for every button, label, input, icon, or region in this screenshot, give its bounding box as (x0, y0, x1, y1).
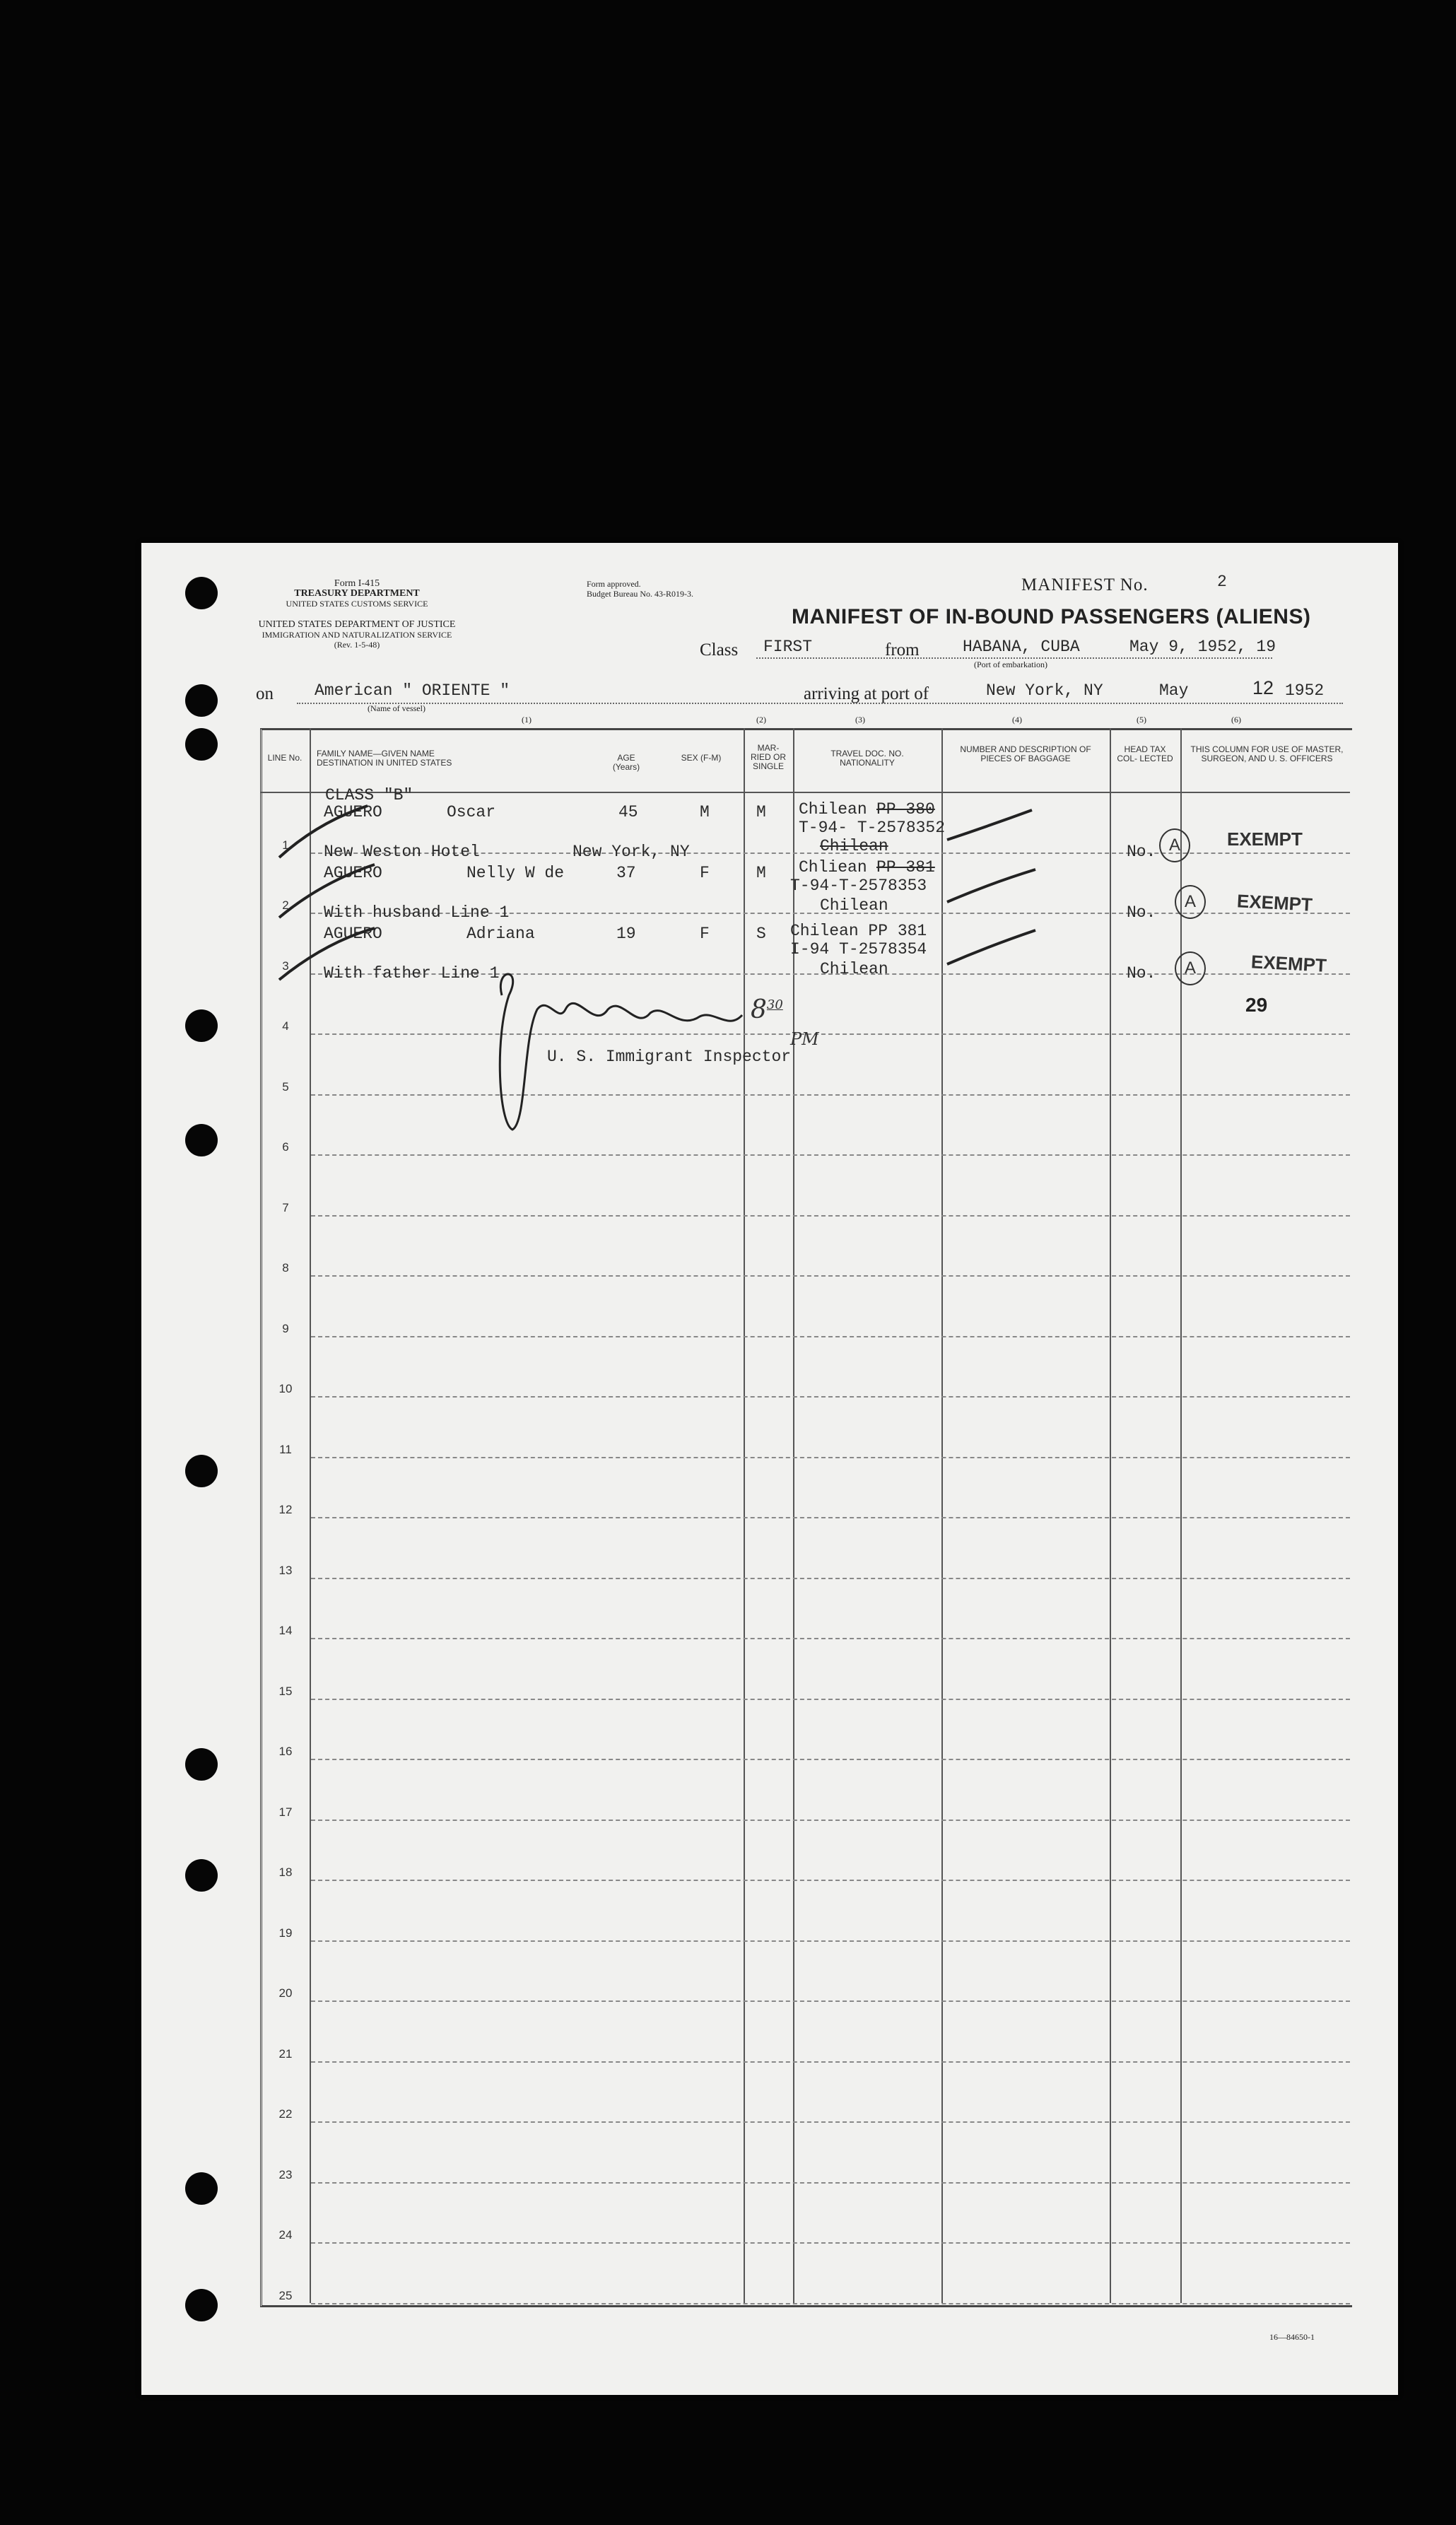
col-num-4: (4) (1012, 715, 1022, 725)
p1-circled-a: A (1159, 828, 1190, 862)
col-num-5: (5) (1137, 715, 1146, 725)
on-label: on (256, 684, 274, 703)
form-approved: Form approved. (587, 579, 641, 589)
p3-family-name: AGUERO (324, 925, 382, 943)
p3-exempt-stamp: EXEMPT (1250, 951, 1327, 976)
header-travel-doc: TRAVEL DOC. NO. NATIONALITY (830, 749, 904, 768)
p3-destination: With father Line 1 (324, 964, 500, 983)
line-number: 20 (278, 1986, 293, 2000)
p3-doc-nationality: Chilean PP 381 (790, 922, 927, 940)
line-number: 12 (278, 1503, 293, 1516)
p2-circled-a: A (1175, 885, 1206, 919)
line-number: 8 (282, 1261, 289, 1275)
arrival-day: 12 (1252, 677, 1274, 698)
p1-sex: M (700, 803, 710, 821)
p1-doc-struck: PP 380 (876, 800, 935, 819)
line-number: 1 (282, 838, 289, 852)
line-number: 16 (278, 1745, 293, 1758)
p1-doc-nationality: Chilean (799, 800, 867, 819)
manifest-title: MANIFEST OF IN-BOUND PASSENGERS (ALIENS) (792, 605, 1311, 628)
p2-doc-struck: PP 381 (876, 858, 935, 877)
p3-sex: F (700, 925, 710, 943)
baggage-slash (947, 869, 1035, 902)
revision: (Rev. 1-5-48) (334, 640, 380, 650)
line-number: 14 (278, 1624, 293, 1637)
line-number: 7 (282, 1200, 289, 1214)
line-number: 6 (282, 1140, 289, 1154)
from-label: from (885, 640, 920, 660)
p3-doc-number: I-94 T-2578354 (790, 940, 927, 959)
line-number: 11 (279, 1442, 292, 1456)
header-married: MAR- RIED OR SINGLE (750, 743, 786, 771)
header-line-no: LINE No. (267, 753, 303, 763)
form-number: Form I-415 (334, 578, 380, 589)
header-officers: THIS COLUMN FOR USE OF MASTER, SURGEON, AND U. S. OFFICERS (1190, 744, 1344, 763)
p2-sex: F (700, 864, 710, 882)
line-number: 2 (282, 898, 289, 912)
line-number: 5 (282, 1079, 289, 1094)
class-b-label: CLASS "B" (325, 786, 413, 804)
p2-nationality: Chilean (820, 896, 888, 915)
line-number: 19 (278, 1926, 293, 1940)
manifest-no-label: MANIFEST No. (1021, 575, 1149, 594)
header-name: FAMILY NAME—GIVEN NAME DESTINATION IN UNITED STATES (317, 749, 452, 768)
p1-exempt-stamp: EXEMPT (1227, 828, 1303, 850)
justice-dept: UNITED STATES DEPARTMENT OF JUSTICE (258, 619, 456, 630)
p3-circled-a: A (1175, 951, 1206, 985)
time-minutes: 30 (766, 997, 783, 1012)
col-num-3: (3) (855, 715, 865, 725)
class-value: FIRST (763, 638, 813, 656)
inspector-signature (500, 974, 742, 1130)
col-num-2: (2) (756, 715, 766, 725)
inspector-title: U. S. Immigrant Inspector (547, 1048, 792, 1066)
p1-nationality: Chilean (820, 837, 888, 855)
treasury-dept: TREASURY DEPARTMENT (294, 588, 420, 599)
p1-marital: M (756, 803, 766, 821)
budget-bureau: Budget Bureau No. 43-R019-3. (587, 589, 693, 599)
line-number: 10 (278, 1382, 293, 1395)
line-number: 22 (278, 2107, 293, 2121)
vessel-name: American " ORIENTE " (315, 681, 510, 700)
p2-doc-nationality: Chliean (799, 858, 867, 877)
p1-destination: New Weston Hotel (324, 843, 480, 861)
check-slash (279, 928, 375, 980)
p1-family-name: AGUERO (324, 803, 382, 821)
p2-destination: With husband Line 1 (324, 903, 510, 922)
p1-head-tax: No. (1127, 843, 1156, 861)
baggage-slash (947, 930, 1035, 964)
p2-given-name: Nelly W de (466, 864, 565, 882)
from-value: HABANA, CUBA (963, 638, 1080, 656)
port-embarkation-sub: (Port of embarkation) (974, 660, 1047, 669)
line-number: 21 (278, 2046, 293, 2061)
line-number: 24 (278, 2228, 293, 2242)
p2-family-name: AGUERO (324, 864, 382, 882)
p2-marital: M (756, 864, 766, 882)
departure-date: May 9, 1952, 19 (1129, 638, 1276, 656)
arrival-port: New York, NY (986, 681, 1103, 700)
line-number: 18 (278, 1865, 293, 1879)
ins-service: IMMIGRATION AND NATURALIZATION SERVICE (262, 630, 452, 640)
header-baggage: NUMBER AND DESCRIPTION OF PIECES OF BAGGAGE (960, 744, 1091, 763)
footer-code: 16—84650-1 (1269, 2332, 1315, 2342)
manifest-page (141, 543, 1398, 2395)
p2-doc-number: T-94-T-2578353 (790, 877, 927, 895)
p2-exempt-stamp: EXEMPT (1236, 890, 1313, 915)
check-slash (279, 865, 375, 918)
time-pm: PM (790, 1029, 819, 1049)
arrival-year: 1952 (1285, 681, 1325, 700)
arrival-month: May (1159, 681, 1189, 700)
line-number: 3 (282, 959, 289, 973)
line-number: 15 (278, 1684, 293, 1698)
header-head-tax: HEAD TAX COL- LECTED (1117, 744, 1173, 763)
line-number: 25 (278, 2288, 293, 2302)
class-label: Class (700, 640, 739, 660)
ink-marks (141, 543, 1398, 2395)
time-hour: 8 (751, 995, 767, 1024)
p1-given-name: Oscar (447, 803, 496, 821)
p1-doc-number: T-94- T-2578352 (799, 819, 946, 837)
baggage-slash (947, 810, 1032, 840)
line-number: 9 (282, 1321, 289, 1335)
p3-nationality: Chilean (820, 960, 888, 978)
p3-age: 19 (616, 925, 636, 943)
customs-service: UNITED STATES CUSTOMS SERVICE (286, 599, 428, 609)
manifest-no-value: 2 (1217, 573, 1227, 591)
col-num-1: (1) (522, 715, 532, 725)
vessel-sub: (Name of vessel) (368, 703, 425, 713)
header-sex: SEX (F-M) (681, 753, 722, 763)
header-age: AGE (Years) (612, 753, 640, 772)
line-number: 13 (278, 1563, 293, 1577)
line-number: 17 (278, 1805, 293, 1819)
p1-age: 45 (618, 803, 638, 821)
line-number: 4 (282, 1019, 289, 1033)
p2-age: 37 (616, 864, 636, 882)
check-slash (279, 806, 368, 857)
p3-head-tax: No. (1127, 964, 1156, 983)
p2-head-tax: No. (1127, 903, 1156, 922)
arriving-label: arriving at port of (804, 684, 929, 703)
line-number: 23 (278, 2167, 293, 2181)
p1-city: New York, NY (573, 843, 690, 861)
p3-given-name: Adriana (466, 925, 535, 943)
col-num-6: (6) (1231, 715, 1241, 725)
p3-marital: S (756, 925, 766, 943)
passenger-count: 29 (1245, 994, 1268, 1016)
